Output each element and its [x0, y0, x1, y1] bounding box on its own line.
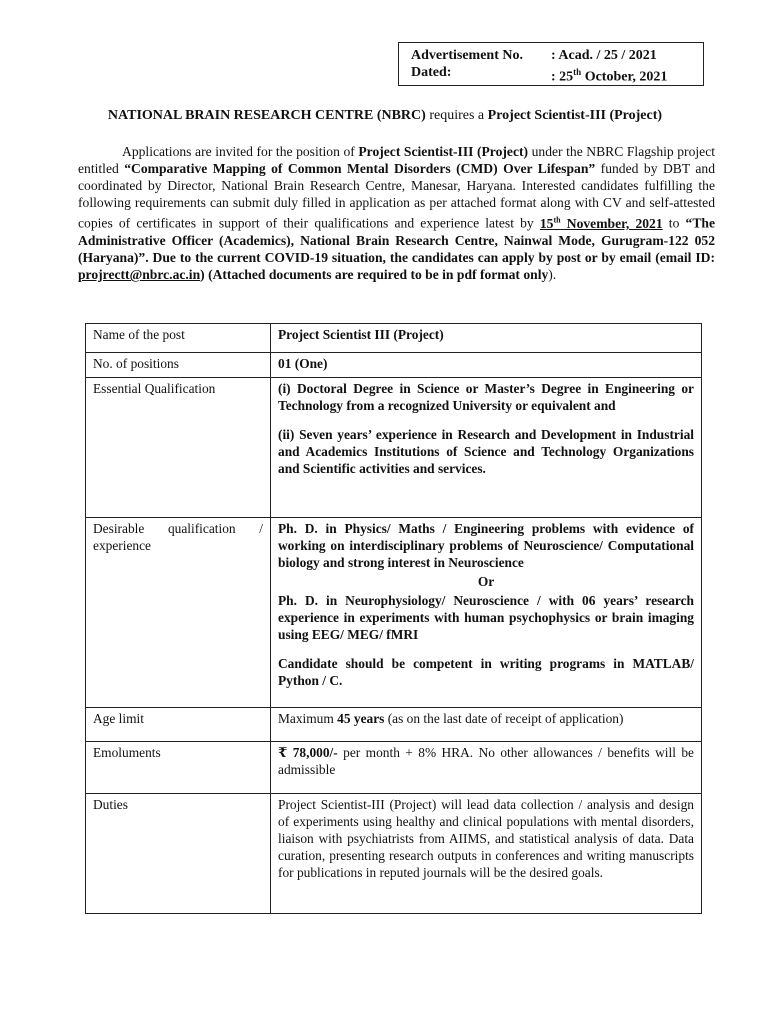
age-value: Maximum 45 years (as on the last date of receipt of application): [278, 711, 624, 726]
desirable-item-2: Ph. D. in Neurophysiology/ Neuroscience / with 06 years’ research experience in experiments with human psychophysics or brain imaging using EEG/ MEG/ fMRI: [278, 593, 694, 642]
positions-label: No. of positions: [93, 356, 179, 371]
age-label: Age limit: [93, 711, 144, 726]
email-link[interactable]: projrectt@nbrc.ac.in: [78, 267, 201, 283]
notice-heading: [0, 108, 770, 124]
duties-label: Duties: [93, 797, 128, 812]
table-row: [86, 353, 702, 378]
essential-item-2: (ii) Seven years’ experience in Research and Development in Industrial and Academics Institutions of Science and Technology Organizations and Scientific activities and services.: [278, 427, 694, 476]
table-row: [86, 742, 702, 794]
emoluments-value: ₹ 78,000/- per month + 8% HRA. No other allowances / benefits will be admissible: [278, 745, 695, 777]
desirable-item-1: Ph. D. in Physics/ Maths / Engineering problems with evidence of working on interdisciplinary problems of Neuroscience/ Computational biology and strong interest in Neuroscience: [278, 521, 694, 570]
table-row: [86, 324, 702, 353]
position-details-table: [85, 323, 702, 914]
advertisement-number-value: : Acad. / 25 / 2021: [551, 48, 657, 63]
desirable-item-3: Candidate should be competent in writing programs in MATLAB/ Python / C.: [278, 656, 694, 688]
heading-connector: requires a: [425, 108, 488, 123]
advertisement-date-value: : 25th October, 2021: [551, 67, 668, 85]
heading-organization: NATIONAL BRAIN RESEARCH CENTRE (NBRC): [107, 108, 426, 123]
advertisement-number-label: Advertisement No.: [411, 48, 523, 63]
table-row: [86, 794, 702, 914]
post-name-label: Name of the post: [93, 327, 185, 342]
last-date: 15th November, 2021: [539, 215, 663, 231]
heading-post: Project Scientist-III (Project): [487, 108, 663, 123]
table-row: [86, 518, 702, 708]
table-row: [86, 378, 702, 518]
positions-value: 01 (One): [278, 356, 328, 371]
advertisement-date-label: Dated:: [411, 65, 452, 80]
emoluments-label: Emoluments: [93, 745, 161, 760]
post-name-value: Project Scientist III (Project): [278, 327, 444, 342]
intro-paragraph: Applications are invited for the position of Project Scientist-III (Project) under the NBRC Flagship project entitled “Comparative Mapping of Common Mental Disorders (CMD) Over Lifespan” funded by DBT and coordinated by Director, National Brain Research Centre, Manesar, Haryana. Interested candidates fulfilling the following requirements can submit duly filled in application as per attached format along with CV and self-attested copies of certificates in support of their qualifications and experience latest by 15th November, 2021 to “The Administrative Officer (Academics), National Brain Research Centre, Nainwal Mode, Gurugram-122 052 (Haryana)”. Due to the current COVID-19 situation, the candidates can apply by post or by email (email ID: projrectt@nbrc.ac.in) (Attached documents are required to be in pdf format only).: [78, 144, 716, 283]
advertisement-date-row: [411, 64, 691, 86]
essential-item-1: (i) Doctoral Degree in Science or Master’s Degree in Engineering or Technology from a recognized University or equivalent and: [278, 381, 694, 413]
advertisement-number-row: [411, 47, 691, 64]
duties-value: Project Scientist-III (Project) will lead data collection / analysis and design of experiments using healthy and clinical populations with mental disorders, liaison with psychiatrists from AIIMS, and statistical analysis of data. Data curation, presenting research outputs in conferences and writing manuscripts for publications in reputed journals will be the desired goals.: [278, 797, 694, 880]
advertisement-box: [398, 42, 704, 86]
desirable-label: Desirable qualification / experience: [93, 521, 263, 553]
table-row: [86, 708, 702, 742]
desirable-or: Or: [477, 574, 495, 589]
essential-label: Essential Qualification: [93, 381, 216, 396]
